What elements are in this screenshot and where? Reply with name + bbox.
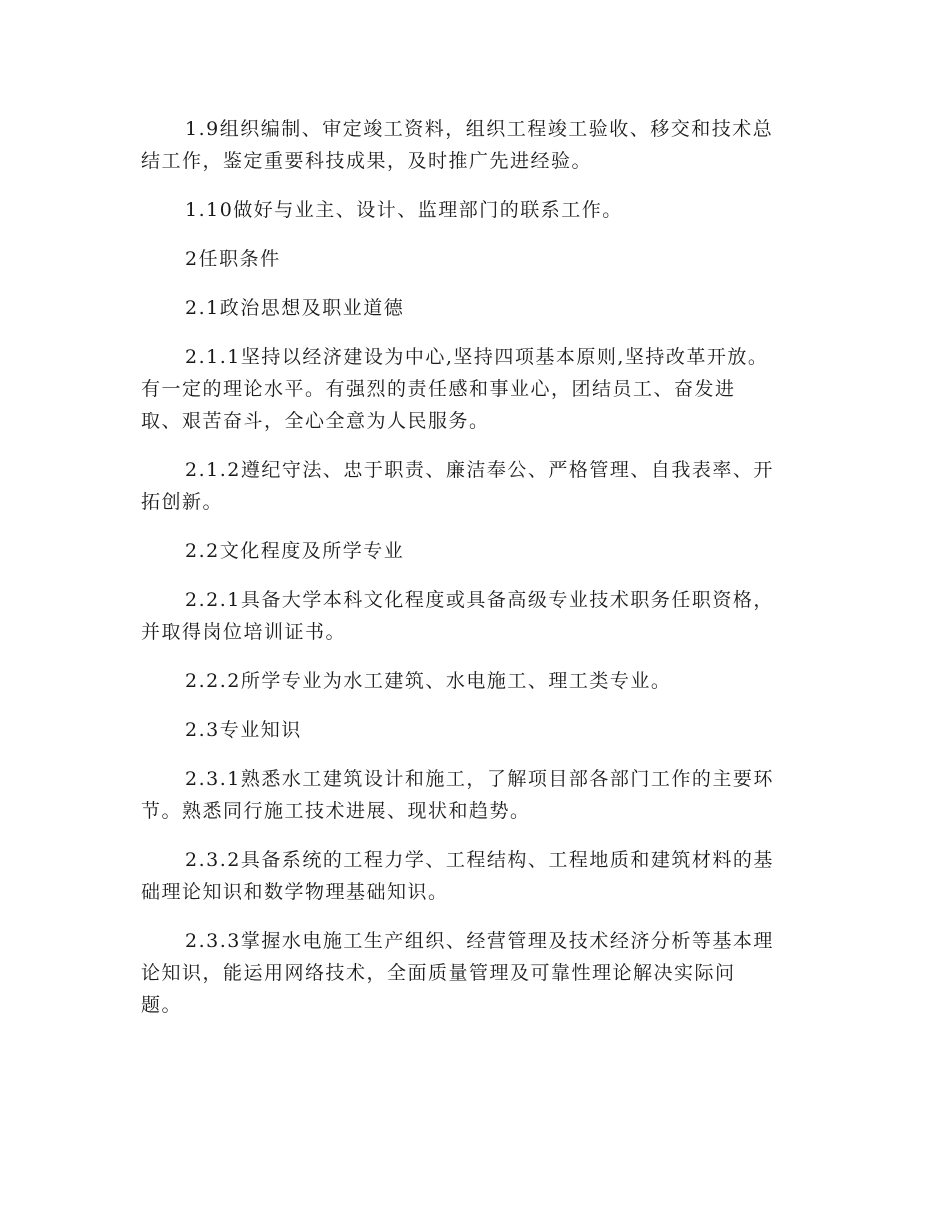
section-heading-2-1 xyxy=(141,292,809,324)
paragraph-2-1-1 xyxy=(141,341,809,437)
paragraph-2-3-3 xyxy=(141,925,809,1021)
paragraph-line: 结工作，鉴定重要科技成果，及时推广先进经验。 xyxy=(141,150,593,172)
paragraph-line: 2.3专业知识 xyxy=(185,719,302,741)
paragraph-line: 节。熟悉同行施工技术进展、现状和趋势。 xyxy=(141,800,531,822)
section-heading-2 xyxy=(141,243,809,275)
paragraph-2-1-2 xyxy=(141,454,809,518)
paragraph-1-10 xyxy=(141,194,809,226)
paragraph-line: 2.3.1熟悉水工建筑设计和施工，了解项目部各部门工作的主要环 xyxy=(185,768,774,790)
paragraph-line: 2.3.3掌握水电施工生产组织、经营管理及技术经济分析等基本理 xyxy=(185,930,774,952)
paragraph-line: 1.10做好与业主、设计、监理部门的联系工作。 xyxy=(185,199,623,221)
paragraph-line: 2.2文化程度及所学专业 xyxy=(185,540,405,562)
paragraph-line: 1.9组织编制、审定竣工资料，组织工程竣工验收、移交和技术总 xyxy=(185,118,774,140)
paragraph-line: 2任职条件 xyxy=(185,248,281,270)
paragraph-line: 2.1.1坚持以经济建设为中心,坚持四项基本原则,坚持改革开放。 xyxy=(185,346,769,368)
paragraph-line: 论知识，能运用网络技术，全面质量管理及可靠性理论解决实际问 xyxy=(141,962,736,984)
paragraph-line: 题。 xyxy=(141,994,183,1016)
paragraph-line: 2.2.1具备大学本科文化程度或具备高级专业技术职务任职资格， xyxy=(185,589,774,611)
paragraph-line: 础理论知识和数学物理基础知识。 xyxy=(141,881,449,903)
paragraph-line: 并取得岗位培训证书。 xyxy=(141,621,347,643)
paragraph-line: 2.1政治思想及职业道德 xyxy=(185,297,405,319)
paragraph-2-3-1 xyxy=(141,763,809,827)
paragraph-line: 2.3.2具备系统的工程力学、工程结构、工程地质和建筑材料的基 xyxy=(185,849,774,871)
paragraph-line: 2.2.2所学专业为水工建筑、水电施工、理工类专业。 xyxy=(185,670,672,692)
paragraph-2-2-2 xyxy=(141,665,809,697)
section-heading-2-3 xyxy=(141,714,809,746)
paragraph-2-2-1 xyxy=(141,584,809,648)
paragraph-1-9 xyxy=(141,113,809,177)
paragraph-line: 有一定的理论水平。有强烈的责任感和事业心，团结员工、奋发进 xyxy=(141,378,736,400)
section-heading-2-2 xyxy=(141,535,809,567)
paragraph-line: 2.1.2遵纪守法、忠于职责、廉洁奉公、严格管理、自我表率、开 xyxy=(185,459,774,481)
paragraph-2-3-2 xyxy=(141,844,809,908)
paragraph-line: 拓创新。 xyxy=(141,491,224,513)
paragraph-line: 取、艰苦奋斗，全心全意为人民服务。 xyxy=(141,410,490,432)
